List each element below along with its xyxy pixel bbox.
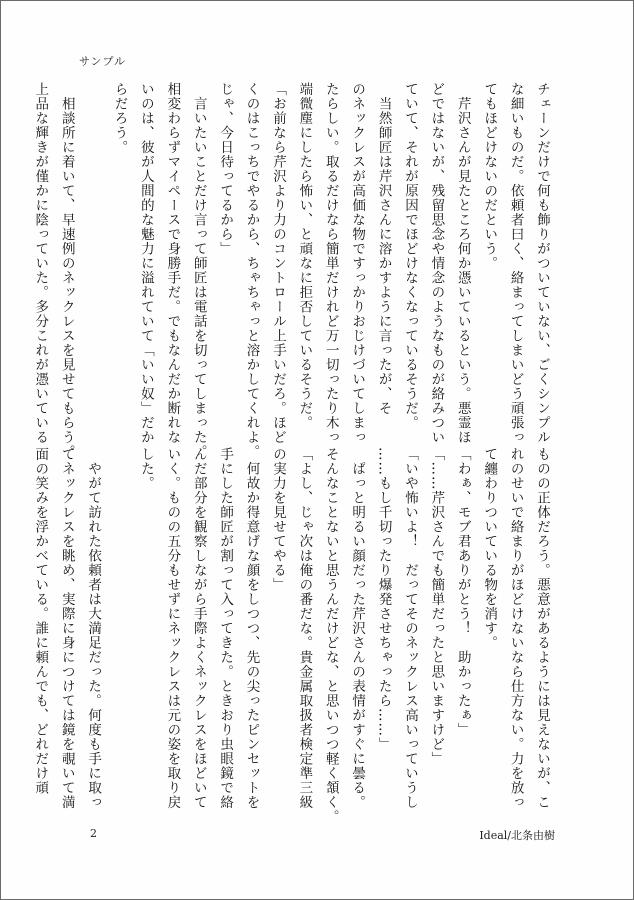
- text-line: な細いものだ。依頼者曰く、絡まってしまいどう頑張っ: [507, 82, 524, 445]
- text-line: 「いや怖いよ！ だってそのネックレス高いっていうし: [401, 447, 418, 810]
- text-line: 面の笑みを浮かべている。誰に頼んでも、どれだけ頑: [32, 447, 49, 795]
- text-line: れのせいで絡まりがほどけないなら仕方ない。力を放っ: [507, 447, 524, 810]
- text-line: ていて、それが原因でほどけなくなっているそうだ。: [401, 82, 418, 430]
- text-line: チェーンだけで何も飾りがついていない、ごくシンプル: [534, 82, 550, 445]
- text-line: 当然師匠は芹沢さんに溶かすように言ったが、そ: [375, 82, 392, 416]
- text-line: どではないが、残留思念や情念のようなものが絡みつい: [428, 82, 445, 445]
- author-credit: Ideal/北条由樹: [479, 829, 555, 842]
- text-line: いく。ものの五分もせずにネックレスは元の姿を取り戻: [164, 447, 181, 810]
- text-line: 芹沢さんが見たところ何か憑いているという。悪霊ほ: [454, 82, 471, 445]
- text-line: 「よし、じゃ次は俺の番だな。貴金属取扱者検定準三級: [296, 447, 313, 810]
- text-line: の実力を見せてやる」: [269, 447, 286, 592]
- text-line: のネックレスが高価な物ですっかりおじけづいてしまっ: [349, 82, 366, 445]
- text-line: たらしい。取るだけなら簡単だけれど万一切ったり木っ: [322, 82, 339, 445]
- text-line: やがて訪れた依頼者は大満足だった。何度も手に取っ: [85, 447, 102, 810]
- text-line: 言いたいことだけ言って師匠は電話を切ってしまった。: [190, 82, 207, 459]
- text-line: くのはこっちでやるから、ちゃちゃっと溶かしてくれよ。: [243, 82, 260, 459]
- text-line: 「お前なら芹沢より力のコントロール上手いだろ。ほど: [269, 82, 286, 445]
- text-line: 端微塵にしたら怖い、と頑なに拒否しているそうだ。: [296, 82, 313, 430]
- upper-text-block: [27, 82, 555, 459]
- text-line: てもほどけないのだという。: [481, 82, 498, 271]
- text-line: した。: [137, 447, 154, 491]
- text-line: 相変わらずマイペースで身勝手だ。でもなんだか断れな: [164, 82, 181, 445]
- text-line: らだろう。: [111, 82, 128, 155]
- text-line: 「……芹沢さんでも簡単だったと思いますけど」: [428, 447, 445, 766]
- header-label: サンプル: [79, 55, 127, 68]
- text-line: 手にした師匠が割って入ってきた。ときおり虫眼鏡で絡: [217, 447, 234, 810]
- text-line: いのは、彼が人間的な魅力に溢れていて「いい奴」だか: [137, 82, 154, 445]
- lower-text-block: [27, 447, 555, 824]
- text-line: ものの正体だろう。悪意があるようには見えないが、こ: [534, 447, 550, 810]
- text-line: て纏わりついている物を消す。: [481, 447, 498, 650]
- text-line: 何故か得意げな顔をしつつ、先の尖ったピンセットを: [243, 447, 260, 810]
- text-line: てネックレスを眺め、実際に身につけては鏡を覗いて満: [58, 447, 75, 810]
- text-line: んだ部分を観察しながら手際よくネックレスをほどいて: [190, 447, 207, 810]
- page-number: 2: [90, 827, 97, 840]
- text-line: 「わぁ、モブ君ありがとう！ 助かったぁ」: [454, 447, 471, 737]
- text-line: じゃ、今日待ってるから」: [217, 82, 234, 256]
- text-line: 相談所に着いて、早速例のネックレスを見せてもらう。: [58, 82, 75, 459]
- text-line: ……もし千切ったり爆発させちゃったら……」: [375, 447, 392, 752]
- text-line: ぱっと明るい顔だった芹沢さんの表情がすぐに曇る。: [349, 447, 366, 810]
- text-line: 上品な輝きが僅かに陰っていた。多分これが憑いている: [32, 82, 49, 445]
- text-line: そんなことないと思うんだけどな、と思いつつ軽く頷く。: [322, 447, 339, 824]
